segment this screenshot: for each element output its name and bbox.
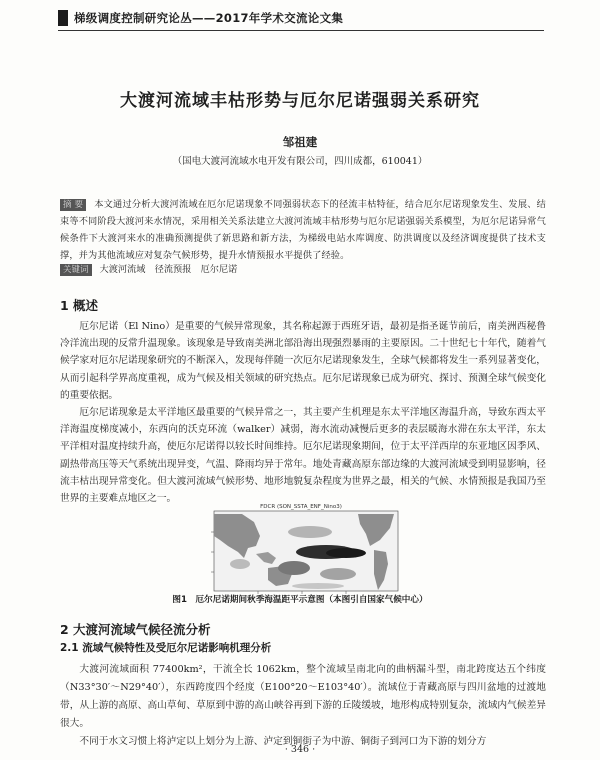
abstract-text: 本文通过分析大渡河流域在厄尔尼诺现象不同强弱状态下的径流丰枯特征，结合厄尔尼诺现象发生、发展、结束等不同阶段大渡河来水情况，采用相关关系法建立大渡河流域丰枯形势与厄尔尼诺强弱关系模型，为厄尔尼诺异常气候条件下大渡河来水的准确预测提供了新思路和新方法，为梯级电站水库调度、防洪调度以及经济调度提供了技术支撑，并为其他流域应对复杂气候形势，提升水情预报水平提供了经验。 xyxy=(60,199,546,261)
header-marker xyxy=(58,10,68,26)
section-2-heading: 2 大渡河流域气候径流分析 xyxy=(60,622,211,637)
sst-map-image xyxy=(198,502,404,606)
section-1-body xyxy=(60,318,546,507)
affiliation: （国电大渡河流域水电开发有限公司，四川成都，610041） xyxy=(172,156,428,167)
paragraph: 大渡河流域面积 77400km²，干流全长 1062km，整个流域呈南北向的曲柄漏斗型，南北跨度达五个纬度（N33°30′～N29°40′），东西跨度四个经度（E100°20～E103°40′）。流域位于青藏高原与四川盆地的过渡地带，从上游的高原、高山草甸、草原到中游的高山峡谷再到下游的丘陵缓坡，地形构成特别复杂，流域内气候差异很大。 xyxy=(60,664,546,729)
paragraph: 厄尔尼诺（El Nino）是重要的气候异常现象，其名称起源于西班牙语，最初是指圣诞节前后，南美洲西秘鲁冷洋流出现的反常升温现象。该现象是导致南美洲北部沿海出现强烈暴雨的主要原因。二十世纪七十年代，随着气候学家对厄尔尼诺现象研究的不断深入，发现每伴随一次厄尔尼诺现象发生，全球气候都将发生一系列显著变化，从而引起科学界高度重视，成为气候及相关领域的研究热点。厄尔尼诺现象已成为研究、探讨、预测全球气候变化的重要依据。 xyxy=(60,321,546,401)
figure-caption: 图1 厄尔尼诺期间秋季海温距平示意图（本图引自国家气候中心） xyxy=(172,595,428,605)
keywords-tag: 关键词 xyxy=(60,264,92,276)
keywords xyxy=(60,262,546,277)
keywords-text: 大渡河流域 径流预报 厄尔尼诺 xyxy=(99,264,238,275)
section-2-1-heading: 2.1 流域气候特性及受厄尔尼诺影响机理分析 xyxy=(60,642,272,654)
abstract xyxy=(60,196,546,264)
figure-title: FDCR (SON_SSTA_ENF_Nino3) xyxy=(260,504,342,510)
abstract-tag: 摘 要 xyxy=(60,199,86,211)
paragraph: 厄尔尼诺现象是太平洋地区最重要的气候异常之一，其主要产生机理是东太平洋地区海温升高，导致东西太平洋海温度梯度减小，东西向的沃克环流（walker）减弱，海水流动减慢后更多的表层暖海水滞在东太平洋，东太平洋相对温度持续升高，使厄尔尼诺得以较长时间维持。厄尔尼诺现象期间，位于太平洋西岸的东亚地区因季风、副热带高压等天气系统出现异变，气温、降雨均异于常年。地处青藏高原东部边缘的大渡河流域受到明显影响，径流丰枯出现异常变化。但大渡河流域气候形势、地形地貌复杂程度为世界之最，相关的气候、水情预报是我国乃至世界的主要难点地区之一。 xyxy=(60,407,546,505)
section-2-1-body xyxy=(60,661,546,751)
header-rule xyxy=(58,30,544,31)
section-1-heading: 1 概述 xyxy=(60,298,99,313)
sst-anomaly-figure xyxy=(198,502,404,606)
author: 邹祖建 xyxy=(282,135,318,149)
running-header: 梯级调度控制研究论丛——2017年学术交流论文集 xyxy=(74,11,344,25)
paper-title: 大渡河流域丰枯形势与厄尔尼诺强弱关系研究 xyxy=(120,91,480,111)
paragraph: 不同于水文习惯上将泸定以上划分为上游、泸定到铜街子为中游、铜街子到河口为下游的划分方 xyxy=(79,736,487,747)
page-number: · 346 · xyxy=(284,744,316,755)
